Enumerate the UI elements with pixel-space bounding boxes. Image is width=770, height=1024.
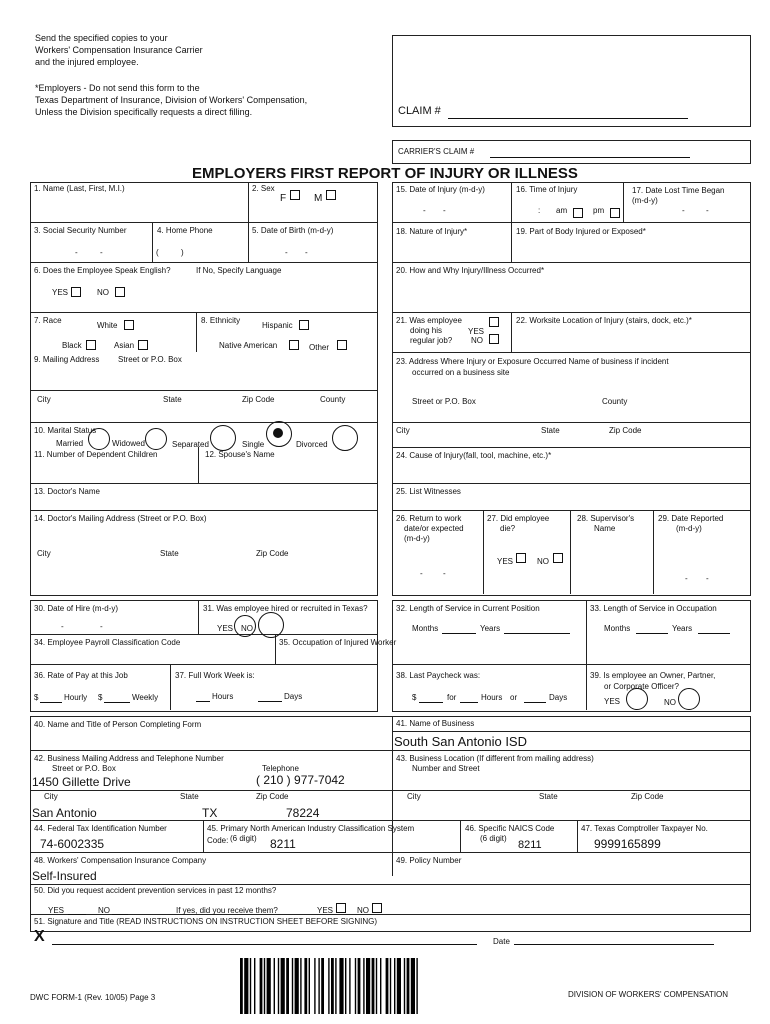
ethnicity-native-checkbox[interactable] (289, 340, 299, 350)
time-pm-checkbox[interactable] (610, 208, 620, 218)
instruction-line: Send the specified copies to your (35, 33, 168, 43)
field-21-line3: regular job? (410, 336, 453, 345)
sex-male-label: M (314, 193, 323, 204)
doh-dash: - (100, 622, 103, 631)
field-32-label: 32. Length of Service in Current Position (396, 604, 540, 613)
injury-street-label: Street or P.O. Box (412, 397, 476, 406)
position-years-field[interactable] (504, 633, 570, 634)
field-23-line2: occurred on a business site (412, 368, 510, 377)
business-city-label: City (44, 792, 58, 801)
field-28-line2: Name (594, 524, 616, 533)
field-19-label: 19. Part of Body Injured or Exposed* (516, 227, 646, 236)
sex-male-checkbox[interactable] (326, 190, 336, 200)
rtw-dash: - (443, 569, 446, 578)
field-1-label: 1. Name (Last, First, M.I.) (34, 184, 125, 193)
marital-separated-label: Separated (172, 440, 209, 449)
doctor-state-label: State (160, 549, 179, 558)
doi-dash: - (423, 206, 426, 215)
naics-value[interactable]: 8211 (270, 837, 296, 851)
field-24-label: 24. Cause of Injury(fall, tool, machine, etc.)* (396, 451, 552, 460)
barcode-image (240, 958, 550, 1014)
division-footer: DIVISION OF WORKERS' COMPENSATION (568, 990, 729, 999)
marital-separated-radio[interactable] (210, 425, 236, 451)
paycheck-or-label: or (510, 693, 518, 702)
marital-divorced-radio[interactable] (332, 425, 358, 451)
mailing-state-label: State (163, 395, 182, 404)
instruction-line: Unless the Division specifically requests a direct filling. (35, 107, 253, 117)
field-17-label: 17. Date Lost Time Began (632, 186, 725, 195)
english-no-label: NO (97, 288, 109, 297)
doh-dash: - (61, 622, 64, 631)
business-telephone-label: Telephone (262, 764, 299, 773)
field-28-label: 28. Supervisor's (577, 514, 635, 523)
race-asian-checkbox[interactable] (138, 340, 148, 350)
hourly-label: Hourly (64, 693, 88, 702)
marital-widowed-radio[interactable] (145, 428, 167, 450)
prevention-received-label: If yes, did you receive them? (176, 906, 278, 915)
paycheck-days-label: Days (549, 693, 568, 702)
business-city-value[interactable]: San Antonio (32, 806, 97, 820)
race-black-checkbox[interactable] (86, 340, 96, 350)
field-2-label: 2. Sex (252, 184, 275, 193)
field-13-label: 13. Doctor's Name (34, 487, 100, 496)
phone-paren: ( (156, 248, 159, 257)
sex-female-checkbox[interactable] (290, 190, 300, 200)
dlt-dash: - (706, 206, 709, 215)
ethnicity-hispanic-checkbox[interactable] (299, 320, 309, 330)
location-zip-label: Zip Code (631, 792, 664, 801)
specific-naics-value[interactable]: 8211 (518, 839, 542, 851)
texas-hire-yes-label: YES (217, 624, 234, 633)
work-week-days-field[interactable] (258, 701, 282, 702)
form-title: EMPLOYERS FIRST REPORT OF INJURY OR ILLNESS (192, 165, 578, 182)
dlt-dash: - (682, 206, 685, 215)
dob-dash: - (305, 248, 308, 257)
time-pm-label: pm (593, 206, 605, 215)
injury-city-label: City (396, 426, 410, 435)
mailing-zip-label: Zip Code (242, 395, 275, 404)
english-yes-label: YES (52, 288, 69, 297)
english-no-checkbox[interactable] (115, 287, 125, 297)
field-16-label: 16. Time of Injury (516, 185, 578, 194)
field-17-format: (m-d-y) (632, 196, 658, 205)
marital-widowed-label: Widowed (112, 439, 145, 448)
field-14-label: 14. Doctor's Mailing Address (Street or P.O. Box) (34, 514, 207, 523)
dr-dash: - (706, 574, 709, 583)
dob-dash: - (285, 248, 288, 257)
field-20-label: 20. How and Why Injury/Illness Occurred* (396, 266, 545, 275)
field-50-label: 50. Did you request accident prevention services in past 12 months? (34, 886, 277, 895)
field-10-label: 10. Marital Status (34, 426, 97, 435)
location-state-label: State (539, 792, 558, 801)
field-22-label: 22. Worksite Location of Injury (stairs, dock, etc.)* (516, 316, 692, 325)
field-7-label: 7. Race (34, 316, 62, 325)
location-city-label: City (407, 792, 421, 801)
mailing-street-label: Street or P.O. Box (118, 355, 182, 364)
claim-number-field[interactable] (448, 118, 688, 119)
race-white-checkbox[interactable] (124, 320, 134, 330)
field-39-line2: or Corporate Officer? (604, 682, 679, 691)
field-44-label: 44. Federal Tax Identification Number (34, 824, 167, 833)
field-18-label: 18. Nature of Injury* (396, 227, 468, 236)
prevention-yes-label: YES (48, 906, 65, 915)
ethnicity-other-label: Other (309, 343, 330, 352)
business-street-value[interactable]: 1450 Gillette Drive (32, 775, 131, 789)
field-38-label: 38. Last Paycheck was: (396, 671, 481, 680)
position-months-field[interactable] (442, 633, 476, 634)
field-40-label: 40. Name and Title of Person Completing Form (34, 720, 202, 729)
owner-yes-radio[interactable] (626, 688, 648, 710)
weekly-label: Weekly (132, 693, 159, 702)
marital-single-label: Single (242, 440, 265, 449)
business-name-value[interactable]: South San Antonio ISD (394, 734, 527, 749)
prevention-no-field[interactable] (112, 914, 128, 915)
received-yes-checkbox[interactable] (336, 903, 346, 913)
injury-zip-label: Zip Code (609, 426, 642, 435)
rtw-dash: - (420, 569, 423, 578)
work-week-hours-field[interactable] (196, 701, 210, 702)
instruction-line: Texas Department of Insurance, Division of Workers' Compensation, (35, 95, 308, 105)
prevention-no-label: NO (98, 906, 110, 915)
injury-state-label: State (541, 426, 560, 435)
field-6-language-label: If No, Specify Language (196, 266, 282, 275)
field-43-label: 43. Business Location (If different from mailing address) (396, 754, 594, 763)
work-week-days-label: Days (284, 692, 303, 701)
died-yes-label: YES (497, 557, 514, 566)
form-identifier: DWC FORM-1 (Rev. 10/05) Page 3 (30, 993, 156, 1002)
employee-section (30, 182, 378, 596)
occupation-years-field[interactable] (698, 633, 730, 634)
time-am-label: am (556, 206, 568, 215)
business-phone-value[interactable]: ( 210 ) 977-7042 (256, 773, 345, 787)
ssn-dash: - (100, 248, 103, 257)
regular-job-box[interactable] (489, 317, 499, 327)
died-no-checkbox[interactable] (553, 553, 563, 563)
field-34-label: 34. Employee Payroll Classification Code (34, 638, 181, 647)
regular-job-yes-label: YES (468, 327, 485, 336)
paycheck-days-field[interactable] (524, 702, 546, 703)
ethnicity-other-checkbox[interactable] (337, 340, 347, 350)
texas-hire-no-radio[interactable] (258, 612, 284, 638)
phone-paren: ) (181, 248, 184, 257)
field-6-label: 6. Does the Employee Speak English? (34, 266, 171, 275)
paycheck-hours-label: Hours (481, 693, 503, 702)
field-46-label: 46. Specific NAICS Code (465, 824, 555, 833)
mailing-city-label: City (37, 395, 51, 404)
doctor-city-label: City (37, 549, 51, 558)
field-30-label: 30. Date of Hire (m-d-y) (34, 604, 119, 613)
field-26-label: 26. Return to work (396, 514, 462, 523)
time-colon: : (538, 206, 541, 215)
regular-job-no-label: NO (471, 336, 483, 345)
instruction-line: Workers' Compensation Insurance Carrier (35, 45, 203, 55)
field-3-label: 3. Social Security Number (34, 226, 127, 235)
doctor-zip-label: Zip Code (256, 549, 289, 558)
field-21-line2: doing his (410, 326, 443, 335)
paycheck-dollar: $ (412, 693, 417, 702)
field-15-label: 15. Date of Injury (m-d-y) (396, 185, 485, 194)
business-state-label: State (180, 792, 199, 801)
business-street-label: Street or P.O. Box (52, 764, 116, 773)
field-9-label: 9. Mailing Address (34, 355, 100, 364)
field-26-line2: date/or expected (404, 524, 464, 533)
died-no-label: NO (537, 557, 549, 566)
insurer-value[interactable]: Self-Insured (32, 869, 97, 883)
mailing-county-label: County (320, 395, 346, 404)
injury-county-label: County (602, 397, 628, 406)
field-8-label: 8. Ethnicity (201, 316, 241, 325)
doi-dash: - (443, 206, 446, 215)
field-23-label: 23. Address Where Injury or Exposure Occurred Name of business if incident (396, 357, 669, 366)
ethnicity-native-label: Native American (219, 341, 278, 350)
naics-code-label: Code: (207, 836, 229, 845)
location-street-label: Number and Street (412, 764, 480, 773)
ssn-dash: - (75, 248, 78, 257)
prevention-yes-field[interactable] (68, 914, 86, 915)
owner-yes-label: YES (604, 697, 621, 706)
field-27-label: 27. Did employee (487, 514, 550, 523)
marital-married-radio[interactable] (88, 428, 110, 450)
business-state-value[interactable]: TX (202, 806, 218, 820)
paycheck-hours-field[interactable] (460, 702, 478, 703)
dr-dash: - (685, 574, 688, 583)
field-37-label: 37. Full Work Week is: (175, 671, 255, 680)
race-black-label: Black (62, 341, 82, 350)
field-26-line3: (m-d-y) (404, 534, 430, 543)
field-21-label: 21. Was employee (396, 316, 462, 325)
field-31-label: 31. Was employee hired or recruited in Texas? (203, 604, 368, 613)
field-27-line2: die? (500, 524, 516, 533)
paycheck-for-label: for (447, 693, 457, 702)
field-47-label: 47. Texas Comptroller Taxpayer No. (581, 824, 708, 833)
instruction-line: and the injured employee. (35, 57, 139, 67)
paycheck-amount-field[interactable] (419, 702, 443, 703)
field-36-label: 36. Rate of Pay at this Job (34, 671, 128, 680)
texas-hire-no-label: NO (241, 624, 253, 633)
owner-no-label: NO (664, 698, 676, 707)
business-zip-value[interactable]: 78224 (286, 806, 320, 820)
occupation-months-field[interactable] (636, 633, 668, 634)
field-29-line2: (m-d-y) (676, 524, 702, 533)
signature-date-field[interactable] (514, 944, 714, 945)
received-no-label: NO (357, 906, 369, 915)
taxpayer-value[interactable]: 9999165899 (594, 837, 661, 851)
naics-digit-label: (6 digit) (230, 834, 257, 843)
ethnicity-hispanic-label: Hispanic (262, 321, 293, 330)
sex-female-label: F (280, 193, 287, 204)
position-months-label: Months (412, 624, 439, 633)
occupation-months-label: Months (604, 624, 631, 633)
carrier-claim-label: CARRIER'S CLAIM # (398, 147, 475, 156)
field-51-label: 51. Signature and Title (READ INSTRUCTIONS ON INSTRUCTION SHEET BEFORE SIGNING) (34, 917, 378, 926)
marital-married-label: Married (56, 439, 84, 448)
field-11-label: 11. Number of Dependent Children (34, 450, 158, 459)
position-years-label: Years (480, 624, 501, 633)
marital-divorced-label: Divorced (296, 440, 328, 449)
field-4-label: 4. Home Phone (157, 226, 213, 235)
regular-job-no-checkbox[interactable] (489, 334, 499, 344)
signature-field[interactable] (52, 944, 477, 945)
field-33-label: 33. Length of Service in Occupation (590, 604, 717, 613)
time-am-checkbox[interactable] (573, 208, 583, 218)
hourly-rate-field[interactable] (40, 702, 62, 703)
field-5-label: 5. Date of Birth (m-d-y) (252, 226, 334, 235)
fein-value[interactable]: 74-6002335 (40, 837, 105, 851)
field-45-label: 45. Primary North American Industry Classification System (207, 824, 415, 833)
race-white-label: White (97, 321, 118, 330)
field-12-label: 12. Spouse's Name (205, 450, 275, 459)
english-yes-checkbox[interactable] (71, 287, 81, 297)
field-49-label: 49. Policy Number (396, 856, 462, 865)
weekly-rate-field[interactable] (104, 702, 130, 703)
field-25-label: 25. List Witnesses (396, 487, 461, 496)
occupation-years-label: Years (672, 624, 693, 633)
field-42-label: 42. Business Mailing Address and Telephone Number (34, 754, 224, 763)
carrier-claim-field[interactable] (490, 157, 690, 158)
hourly-dollar: $ (34, 693, 39, 702)
owner-no-radio[interactable] (678, 688, 700, 710)
specific-naics-digit-label: (6 digit) (480, 834, 507, 843)
work-week-hours-label: Hours (212, 692, 234, 701)
field-29-label: 29. Date Reported (658, 514, 724, 523)
field-39-label: 39. Is employee an Owner, Partner, (590, 671, 716, 680)
instruction-line: *Employers - Do not send this form to the (35, 83, 200, 93)
field-41-label: 41. Name of Business (396, 719, 475, 728)
field-35-label: 35. Occupation of Injured Worker (279, 638, 397, 647)
race-asian-label: Asian (114, 341, 135, 350)
marital-single-selected-dot (273, 428, 283, 438)
claim-label: CLAIM # (398, 105, 441, 117)
business-zip-label: Zip Code (256, 792, 289, 801)
died-yes-checkbox[interactable] (516, 553, 526, 563)
claim-box (392, 35, 751, 127)
weekly-dollar: $ (98, 693, 103, 702)
received-yes-label: YES (317, 906, 334, 915)
received-no-checkbox[interactable] (372, 903, 382, 913)
signature-x: X (34, 928, 45, 945)
field-48-label: 48. Workers' Compensation Insurance Company (34, 856, 207, 865)
signature-date-label: Date (493, 937, 510, 946)
